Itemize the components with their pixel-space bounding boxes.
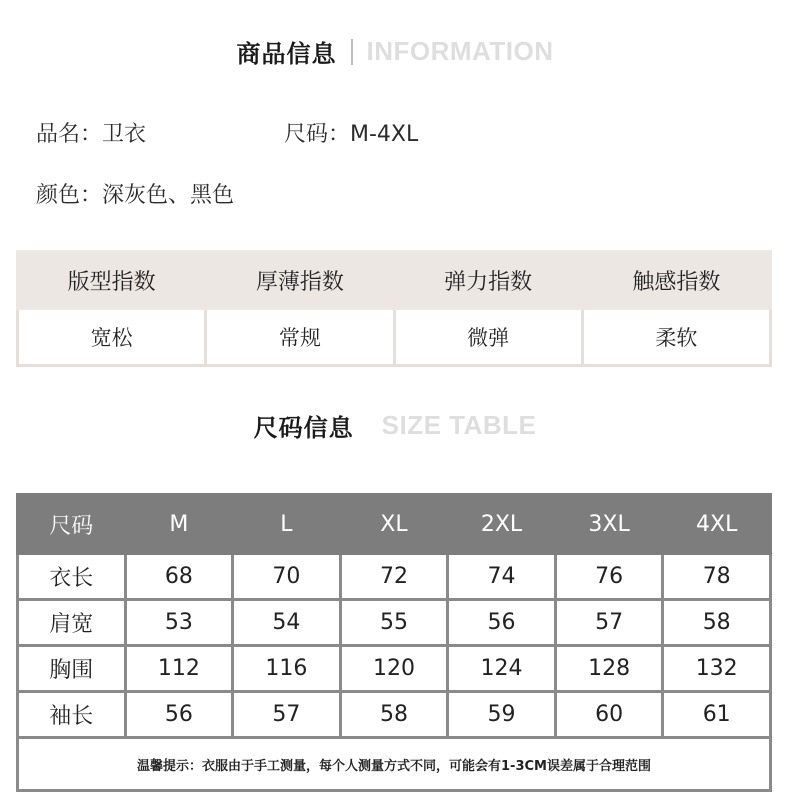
size-header-cell: 尺码 (18, 495, 126, 554)
table-row (18, 646, 771, 692)
table-cell: 74 (448, 554, 556, 600)
attribute-value-row (18, 309, 771, 366)
table-cell: 56 (125, 692, 233, 738)
attribute-header: 厚薄指数 (206, 252, 394, 309)
size-header-cell: 2XL (448, 495, 556, 554)
table-row (18, 554, 771, 600)
information-title-en: INFORMATION (366, 36, 554, 66)
table-cell: 60 (555, 692, 663, 738)
table-cell: 76 (555, 554, 663, 600)
size-header-cell: L (233, 495, 341, 554)
table-cell: 128 (555, 646, 663, 692)
row-label: 衣长 (18, 554, 126, 600)
attribute-header-row (18, 252, 771, 309)
attribute-value: 微弹 (394, 309, 582, 366)
table-cell: 116 (233, 646, 341, 692)
attribute-value: 宽松 (18, 309, 206, 366)
table-cell: 58 (340, 692, 448, 738)
row-label: 肩宽 (18, 600, 126, 646)
table-cell: 59 (448, 692, 556, 738)
information-title (0, 34, 790, 69)
table-row (18, 600, 771, 646)
attribute-value: 柔软 (582, 309, 770, 366)
size-header-cell: 3XL (555, 495, 663, 554)
note-row (18, 738, 771, 791)
size-table-title (0, 408, 790, 443)
size-table-title-en: SIZE TABLE (381, 410, 537, 440)
product-size-range: 尺码：M-4XL (284, 122, 419, 147)
size-table-title-cn: 尺码信息 (253, 414, 354, 442)
table-cell: 54 (233, 600, 341, 646)
measurement-note: 温馨提示：衣服由于手工测量，每个人测量方式不同，可能会有1-3CM误差属于合理范围 (18, 738, 771, 791)
size-header-cell: XL (340, 495, 448, 554)
table-cell: 58 (663, 600, 771, 646)
attribute-header: 触感指数 (582, 252, 770, 309)
information-title-cn: 商品信息 (236, 40, 337, 68)
attribute-header: 版型指数 (18, 252, 206, 309)
table-cell: 56 (448, 600, 556, 646)
row-label: 胸围 (18, 646, 126, 692)
table-cell: 72 (340, 554, 448, 600)
table-cell: 78 (663, 554, 771, 600)
table-cell: 61 (663, 692, 771, 738)
attribute-header: 弹力指数 (394, 252, 582, 309)
table-cell: 132 (663, 646, 771, 692)
table-cell: 53 (125, 600, 233, 646)
product-colors: 颜色：深灰色、黑色 (36, 183, 235, 208)
size-table (16, 493, 772, 792)
product-name: 品名：卫衣 (36, 122, 147, 147)
size-header-cell: M (125, 495, 233, 554)
table-cell: 55 (340, 600, 448, 646)
table-cell: 120 (340, 646, 448, 692)
attribute-table (16, 250, 772, 367)
table-cell: 112 (125, 646, 233, 692)
table-cell: 57 (555, 600, 663, 646)
size-header-row (18, 495, 771, 554)
table-row (18, 692, 771, 738)
size-header-cell: 4XL (663, 495, 771, 554)
table-cell: 68 (125, 554, 233, 600)
table-cell: 70 (233, 554, 341, 600)
table-cell: 57 (233, 692, 341, 738)
row-label: 袖长 (18, 692, 126, 738)
table-cell: 124 (448, 646, 556, 692)
attribute-value: 常规 (206, 309, 394, 366)
title-divider (351, 39, 353, 65)
